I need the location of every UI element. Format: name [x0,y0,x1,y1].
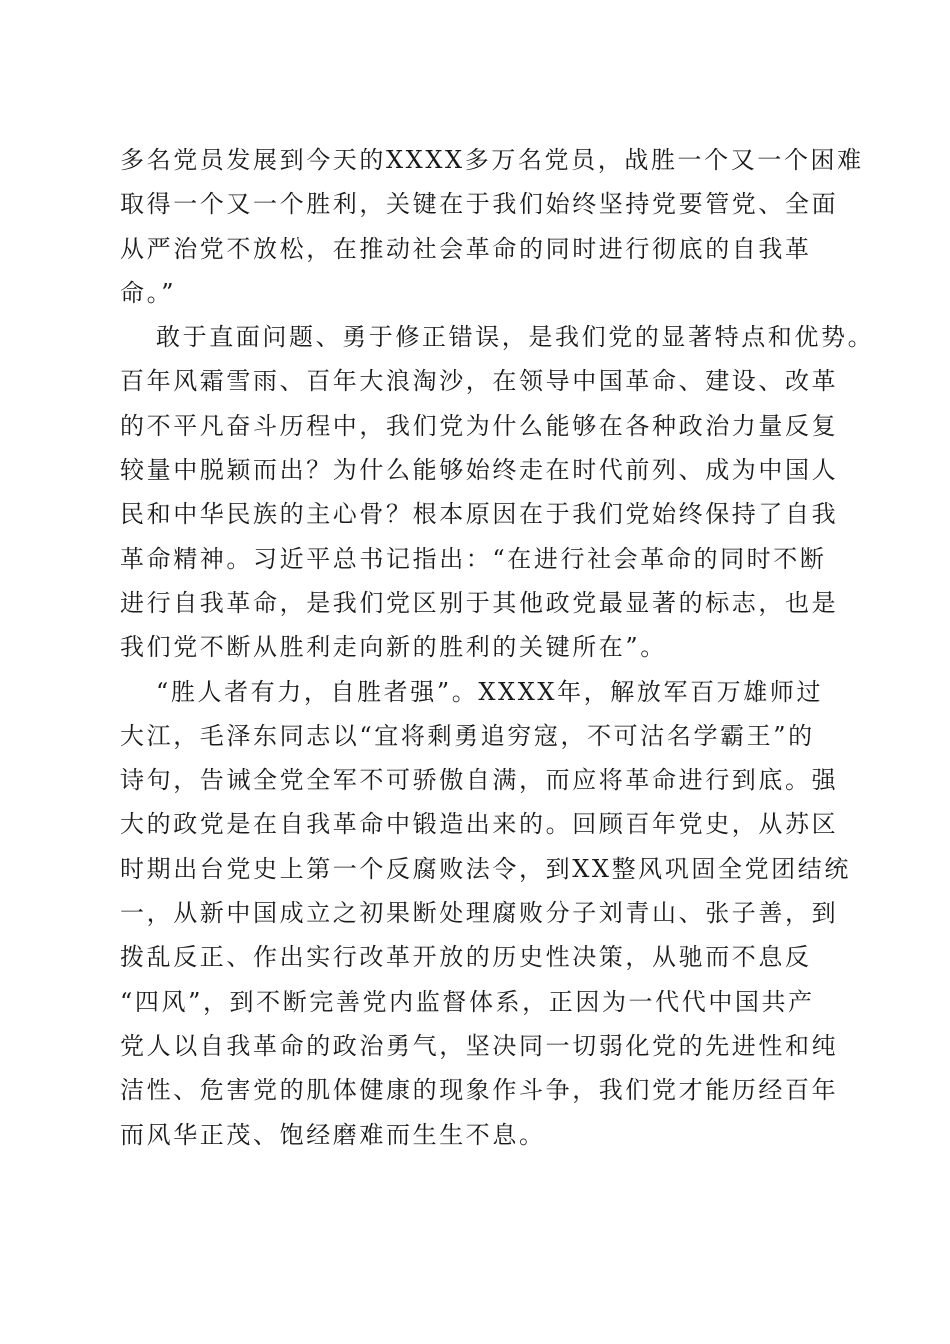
text-line: 百年风霜雪雨、百年大浪淘沙，在领导中国革命、建设、改革 [120,367,839,396]
text-line: 我们党不断从胜利走向新的胜利的关键所在”。 [120,633,667,662]
text-line: 从严治党不放松，在推动社会革命的同时进行彻底的自我革 [120,234,812,263]
text-line: 洁性、危害党的肌体健康的现象作斗争，我们党才能历经百年 [120,1076,839,1105]
text-line: 多名党员发展到今天的XXXX多万名党员，战胜一个又一个困难 [120,146,864,174]
text-line: 取得一个又一个胜利，关键在于我们始终坚持党要管党、全面 [120,190,839,219]
text-line: 大的政党是在自我革命中锻造出来的。回顾百年党史，从苏区 [120,810,839,839]
text-line: 时期出台党史上第一个反腐败法令，到XX整风巩固全党团结统 [120,854,851,883]
text-line: 命。” [120,278,177,307]
text-line: 的不平凡奋斗历程中，我们党为什么能够在各种政治力量反复 [120,411,839,440]
paragraph-2 [120,315,875,669]
text-line: 较量中脱颖而出？为什么能够始终走在时代前列、成为中国人 [120,456,839,485]
text-line: 党人以自我革命的政治勇气，坚决同一切弱化党的先进性和纯 [120,1031,839,1060]
paragraph-3 [120,670,851,1157]
text-line: 诗句，告诫全党全军不可骄傲自满，而应将革命进行到底。强 [120,766,839,795]
text-line: “四风”，到不断完善党内监督体系，正因为一代代中国共产 [120,987,815,1016]
text-line: 民和中华民族的主心骨？根本原因在于我们党始终保持了自我 [120,500,839,529]
text-line: 革命精神。习近平总书记指出：“在进行社会革命的同时不断 [120,544,827,573]
text-line: 大江，毛泽东同志以“宜将剩勇追穷寇，不可沽名学霸王”的 [120,721,815,750]
text-line: 一，从新中国成立之初果断处理腐败分子刘青山、张子善，到 [120,899,839,928]
text-line: 敢于直面问题、勇于修正错误，是我们党的显著特点和优势。 [156,323,875,352]
text-line: 拨乱反正、作出实行改革开放的历史性决策，从驰而不息反 [120,943,812,972]
text-line: “胜人者有力，自胜者强”。XXXX年，解放军百万雄师过 [156,677,824,706]
document-body [120,138,875,1157]
text-line: 进行自我革命，是我们党区别于其他政党最显著的标志，也是 [120,588,839,617]
text-line: 而风华正茂、饱经磨难而生生不息。 [120,1120,546,1149]
paragraph-1 [120,138,864,315]
